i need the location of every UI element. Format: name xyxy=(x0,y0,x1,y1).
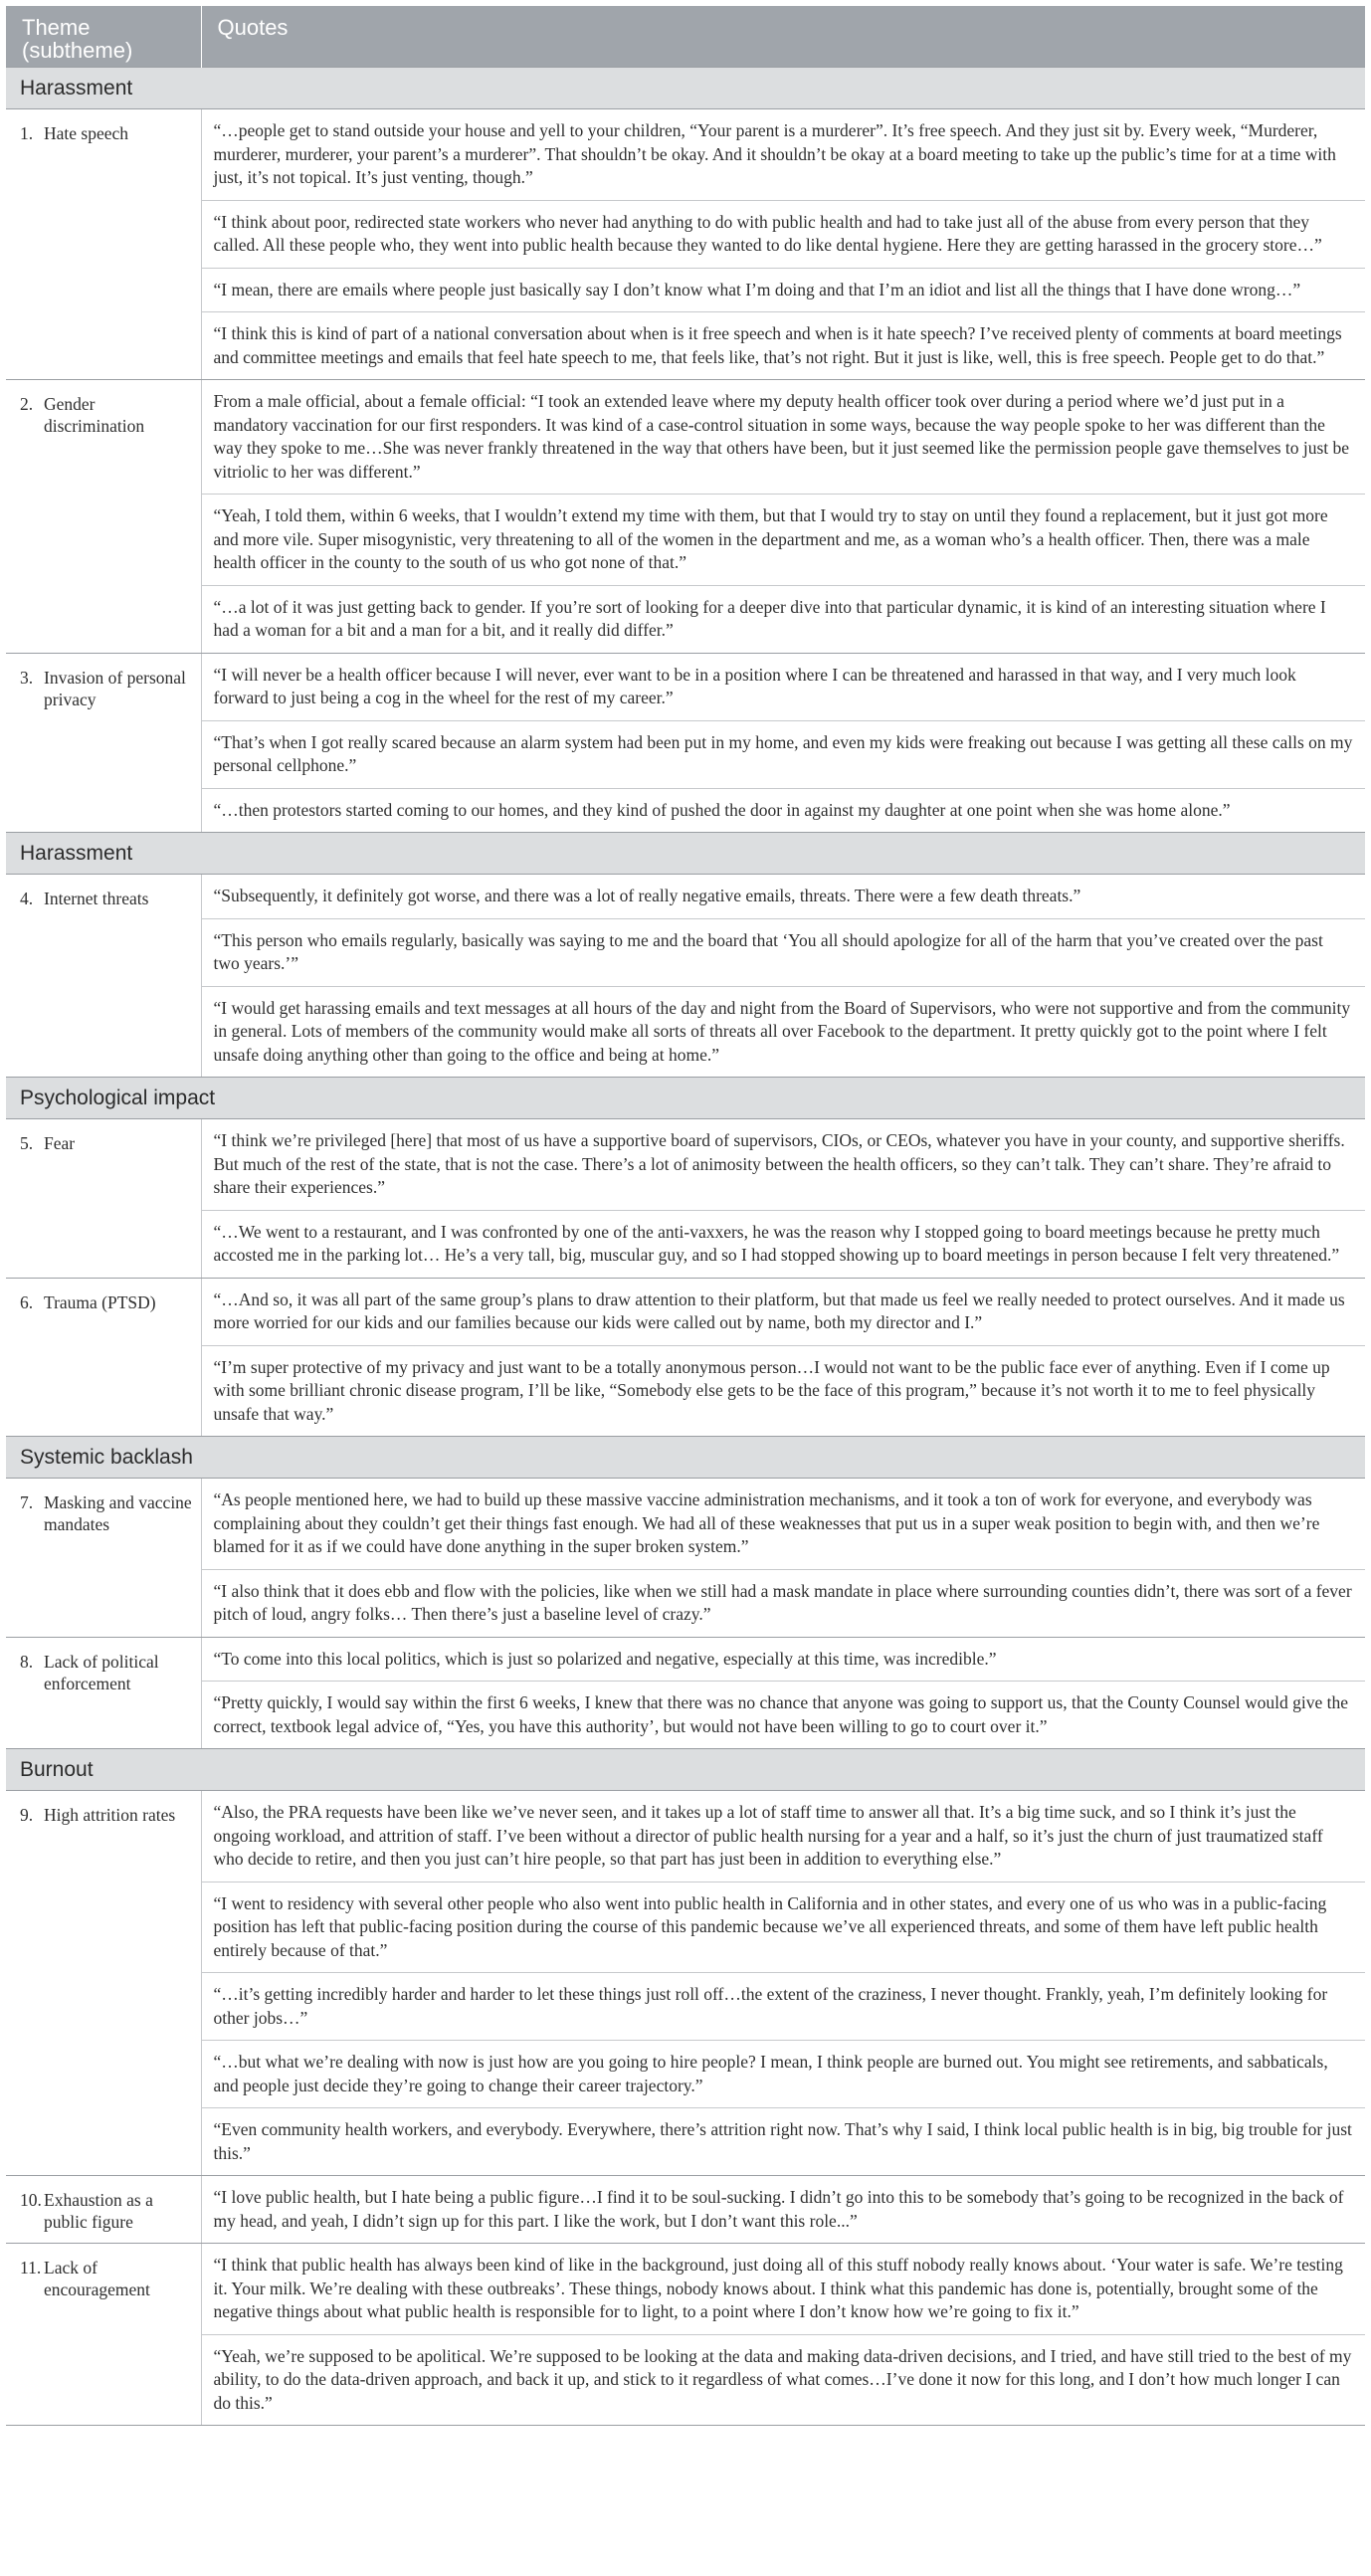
quote-cell: “I will never be a health officer because I will never, ever want to be in a position where I can be threatened and harassed in that way, and I very much look forward to just being a cog in the wheel for the rest of my career.” xyxy=(201,653,1365,720)
section-row xyxy=(6,68,1365,109)
quote-cell: “…it’s getting incredibly harder and harder to let these things just roll off…the extent of the craziness, I never thought. Frankly, yeah, I’m definitely looking for other jobs…” xyxy=(201,1973,1365,2041)
quote-row xyxy=(6,1479,1365,1570)
quote-cell: “This person who emails regularly, basically was saying to me and the board that ‘You all should apologize for all of the harm that you’ve created over the past two years.’” xyxy=(201,918,1365,986)
subtheme-cell xyxy=(6,1479,201,1638)
subtheme-number: 2. xyxy=(20,394,34,414)
section-title: Psychological impact xyxy=(6,1078,1365,1119)
subtheme-number: 6. xyxy=(20,1291,34,1312)
subtheme-name: Fear xyxy=(44,1133,76,1153)
quote-row xyxy=(6,268,1365,312)
subtheme-name: Gender discrimination xyxy=(44,394,145,436)
themes-quotes-table xyxy=(6,6,1365,2426)
quote-cell: “I love public health, but I hate being a public figure…I find it to be soul-sucking. I didn’t go into this to be somebody that’s going to be recognized in the back of my head, and yeah, I didn’t sign up for this part. I like the work, but I don’t want this role...” xyxy=(201,2176,1365,2244)
quote-cell: “…then protestors started coming to our homes, and they kind of pushed the door in against my daughter at one point when she was home alone.” xyxy=(201,788,1365,833)
subtheme-number: 11. xyxy=(20,2258,42,2278)
quote-row xyxy=(6,1637,1365,1682)
quote-row xyxy=(6,1882,1365,1973)
quote-cell: “I think that public health has always been kind of like in the background, just doing all of this stuff nobody really knows about. ‘Your water is safe. We’re testing it. Your milk. We’re dealing with these outbreaks’. These things, nobody knows about. I think what this pandemic has done is, potentially, brought some of the negative things about what public health is responsible for to light, to a point where I don’t know how we’re going to fix it.” xyxy=(201,2244,1365,2335)
quote-cell: “…a lot of it was just getting back to gender. If you’re sort of looking for a deeper dive into that particular dynamic, it is kind of an interesting situation where I had a woman for a bit and a man for a bit, and it really did differ.” xyxy=(201,585,1365,653)
quote-cell: From a male official, about a female official: “I took an extended leave where my deputy health officer took over during a period where we’d just put in a mandatory vaccination for our first responders. It was kind of a case-control situation in some ways, because the way people spoke to her was different than the way they spoke to me…She was never frankly threatened in the way that others have been, but it just seemed like the permission people gave themselves to just be vitriolic to her was different.” xyxy=(201,380,1365,495)
quote-cell: “I went to residency with several other people who also went into public health in California and in other states, and every one of us who was in a public-facing position has left that public-facing position during the course of this pandemic because we’ve all experienced threats, and some of them have left public health entirely because of that.” xyxy=(201,1882,1365,1973)
quote-row xyxy=(6,1569,1365,1637)
subtheme-cell xyxy=(6,380,201,654)
quote-row xyxy=(6,1973,1365,2041)
quote-cell: “I think this is kind of part of a national conversation about when is it free speech and when is it hate speech? I’ve received plenty of comments at board meetings and committee meetings and emails that feel hate speech to me, that feels like, that’s not right. But it just is like, well, this is free speech. People get to do that.” xyxy=(201,312,1365,380)
quote-row xyxy=(6,788,1365,833)
subtheme-name: Lack of political enforcement xyxy=(44,1651,159,1693)
quote-row xyxy=(6,495,1365,586)
subtheme-name: Exhaustion as a public figure xyxy=(44,2190,153,2232)
quote-cell: “Yeah, I told them, within 6 weeks, that I wouldn’t extend my time with them, but that I would try to stay on until they found a replacement, but it just got more and more vile. Super misogynistic, very threatening to all of the women in the department and me, as a woman who’s a health officer. Then, there was a male health officer in the county to the south of us who got none of that.” xyxy=(201,495,1365,586)
quote-cell: “I mean, there are emails where people just basically say I don’t know what I’m doing and that I’m an idiot and list all the things that I have done wrong…” xyxy=(201,268,1365,312)
subtheme-number: 7. xyxy=(20,1492,34,1512)
subtheme-number: 4. xyxy=(20,889,34,908)
quote-cell: “I think we’re privileged [here] that most of us have a supportive board of supervisors, CIOs, or CEOs, whatever you have in your county, and supportive sheriffs. But much of the rest of the state, that is not the case. There’s a lot of animosity between the health officers, so they can’t talk. They can’t share. They’re afraid to share their experiences.” xyxy=(201,1119,1365,1211)
quote-row xyxy=(6,312,1365,380)
subtheme-name: Masking and vaccine mandates xyxy=(44,1492,192,1534)
section-row xyxy=(6,1437,1365,1479)
section-title: Systemic backlash xyxy=(6,1437,1365,1479)
quote-row xyxy=(6,1791,1365,1882)
quote-row xyxy=(6,2334,1365,2426)
quote-cell: “I’m super protective of my privacy and just want to be a totally anonymous person…I would not want to be the public face ever of anything. Even if I come up with some brilliant chronic disease program, I’ll be like, “Somebody else gets to be the face of this program,” because it’s not worth it to me to feel physically unsafe that way.” xyxy=(201,1345,1365,1437)
quote-cell: “…We went to a restaurant, and I was confronted by one of the anti-vaxxers, he was the reason why I stopped going to board meetings because he pretty much accosted me in the parking lot… He’s a very tall, big, muscular guy, and so I had stopped showing up to board meetings in person because I felt very threatened.” xyxy=(201,1210,1365,1278)
quote-row xyxy=(6,918,1365,986)
subtheme-cell xyxy=(6,1791,201,2176)
quote-row xyxy=(6,1210,1365,1278)
subtheme-number: 9. xyxy=(20,1805,34,1825)
quote-row xyxy=(6,380,1365,495)
quote-cell: “To come into this local politics, which is just so polarized and negative, especially at this time, was incredible.” xyxy=(201,1637,1365,1682)
subtheme-number: 8. xyxy=(20,1651,34,1672)
quote-row xyxy=(6,986,1365,1078)
table-header-row xyxy=(6,6,1365,68)
section-title: Harassment xyxy=(6,833,1365,875)
subtheme-number: 10. xyxy=(20,2190,42,2210)
subtheme-name: Internet threats xyxy=(44,889,149,908)
subtheme-cell xyxy=(6,1278,201,1437)
quote-cell: “I would get harassing emails and text messages at all hours of the day and night from the Board of Supervisors, who were not supportive and from the community in general. Lots of members of the community would make all sorts of threats all over Facebook to the department. It pretty quickly got to the point where I felt unsafe doing anything other than going to the office and being at home.” xyxy=(201,986,1365,1078)
theme-column-header: Theme (subtheme) xyxy=(6,6,201,68)
quote-row xyxy=(6,720,1365,788)
quote-cell: “…but what we’re dealing with now is just how are you going to hire people? I mean, I think people are burned out. You might see retirements, and sabbaticals, and people just decide they’re going to change their career trajectory.” xyxy=(201,2041,1365,2108)
quote-row xyxy=(6,653,1365,720)
subtheme-number: 5. xyxy=(20,1133,34,1153)
subtheme-number: 3. xyxy=(20,667,34,688)
section-row xyxy=(6,1749,1365,1791)
quote-cell: “That’s when I got really scared because an alarm system had been put in my home, and even my kids were freaking out because I was getting all these calls on my personal cellphone.” xyxy=(201,720,1365,788)
quote-row xyxy=(6,1278,1365,1345)
quote-row xyxy=(6,585,1365,653)
table-container xyxy=(6,6,1365,2426)
quote-cell: “Yeah, we’re supposed to be apolitical. We’re supposed to be looking at the data and making data-driven decisions, and I tried, and have still tried to the best of my ability, to do the data-driven approach, and back it up, and stick to it regardless of what comes…I’ve done it now for this long, and I don’t how much longer I can do this.” xyxy=(201,2334,1365,2426)
quote-cell: “…people get to stand outside your house and yell to your children, “Your parent is a murderer”. It’s free speech. And they just sit by. Every week, “Murderer, murderer, murderer, your parent’s a murderer”. That shouldn’t be okay. And it shouldn’t be okay at a board meeting to take up the public’s time for at a time with just, it’s not topical. It’s just venting, though.” xyxy=(201,109,1365,201)
subtheme-cell xyxy=(6,109,201,380)
quote-row xyxy=(6,875,1365,919)
section-row xyxy=(6,1078,1365,1119)
quote-row xyxy=(6,200,1365,268)
quote-cell: “I also think that it does ebb and flow with the policies, like when we still had a mask mandate in place where surrounding counties didn’t, there was sort of a fever pitch of loud, angry folks… Then there’s just a baseline level of crazy.” xyxy=(201,1569,1365,1637)
quote-cell: “Subsequently, it definitely got worse, and there was a lot of really negative emails, threats. There were a few death threats.” xyxy=(201,875,1365,919)
quote-cell: “…And so, it was all part of the same group’s plans to draw attention to their platform, but that made us feel we really needed to protect ourselves. And it made us more worried for our kids and our families because our kids were called out by name, both my director and I.” xyxy=(201,1278,1365,1345)
subtheme-name: Invasion of personal privacy xyxy=(44,667,186,709)
quote-cell: “Pretty quickly, I would say within the first 6 weeks, I knew that there was no chance that anyone was going to support us, that the County Counsel would give the correct, textbook legal advice of, “Yes, you have this authority’, but would not have been willing to go to court over it.” xyxy=(201,1682,1365,1749)
quote-row xyxy=(6,2108,1365,2176)
quote-row xyxy=(6,2041,1365,2108)
quote-cell: “Also, the PRA requests have been like we’ve never seen, and it takes up a lot of staff time to answer all that. It’s a big time suck, and so I think it’s just the ongoing workload, and attrition of staff. I’ve been without a director of public health nursing for a year and a half, so it’s just the churn of just traumatized staff who decide to retire, and then you just can’t hire people, so that part has just been in addition to everything else.” xyxy=(201,1791,1365,1882)
subtheme-cell xyxy=(6,2244,201,2426)
quote-cell: “Even community health workers, and everybody. Everywhere, there’s attrition right now. That’s why I said, I think local public health is in big, big trouble for just this.” xyxy=(201,2108,1365,2176)
section-row xyxy=(6,833,1365,875)
subtheme-cell xyxy=(6,875,201,1078)
subtheme-cell xyxy=(6,653,201,833)
subtheme-number: 1. xyxy=(20,123,34,143)
table-body xyxy=(6,68,1365,2426)
quote-row xyxy=(6,1119,1365,1211)
subtheme-cell xyxy=(6,1637,201,1749)
section-title: Harassment xyxy=(6,68,1365,109)
subtheme-name: Lack of encouragement xyxy=(44,2258,150,2299)
subtheme-cell xyxy=(6,1119,201,1279)
subtheme-name: High attrition rates xyxy=(44,1805,176,1825)
quote-cell: “As people mentioned here, we had to build up these massive vaccine administration mechanisms, and it took a ton of work for everyone, and everybody was complaining about they couldn’t get their things fast enough. We had all of these weaknesses that put us in a super weak position to begin with, and then we’re blamed for it as if we could have done anything in the super broken system.” xyxy=(201,1479,1365,1570)
subtheme-cell xyxy=(6,2176,201,2244)
quote-row xyxy=(6,2176,1365,2244)
quotes-column-header: Quotes xyxy=(201,6,1365,68)
quote-cell: “I think about poor, redirected state workers who never had anything to do with public health and had to take just all of the abuse from every person that they called. All these people who, they went into public health because they wanted to do like dental hygiene. Here they are getting harassed in the grocery store…” xyxy=(201,200,1365,268)
section-title: Burnout xyxy=(6,1749,1365,1791)
subtheme-name: Hate speech xyxy=(44,123,129,143)
subtheme-name: Trauma (PTSD) xyxy=(44,1291,156,1312)
quote-row xyxy=(6,1345,1365,1437)
quote-row xyxy=(6,2244,1365,2335)
quote-row xyxy=(6,109,1365,201)
quote-row xyxy=(6,1682,1365,1749)
